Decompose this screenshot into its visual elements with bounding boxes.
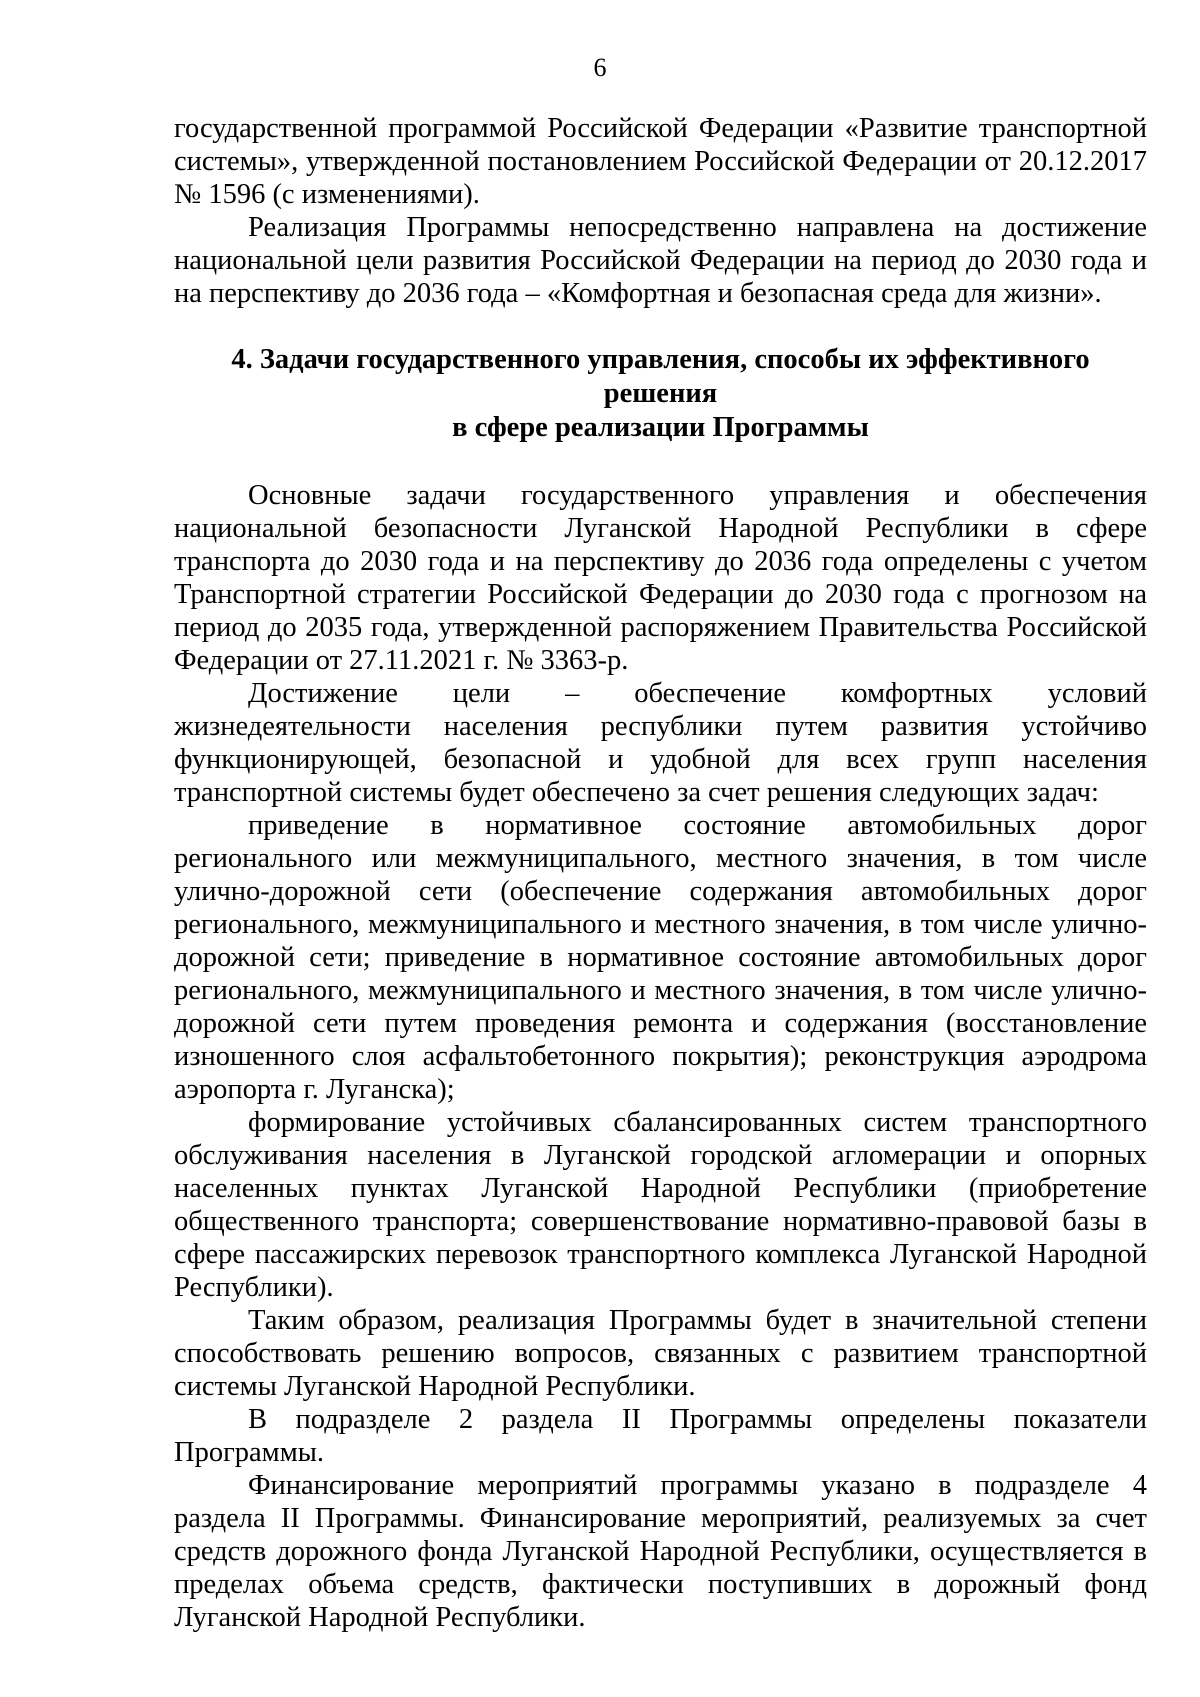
list-item: приведение в нормативное состояние автомобильных дорог регионального или межмуниципального, местного значения, в том числе улично-дорожной сети (обеспечение содержания автомобильных дорог регионального, межмуниципального и местного значения, в том числе улично-дорожной сети; приведение в нормативное состояние автомобильных дорог регионального, межмуниципального и местного значения, в том числе улично-дорожной сети путем проведения ремонта и содержания (восстановление изношенного слоя асфальтобетонного покрытия); реконструкция аэродрома аэропорта г. Луганска); [174, 810, 1147, 1105]
paragraph-continuation: государственной программой Российской Федерации «Развитие транспортной системы», утвержденной постановлением Российской Федерации от 20.12.2017 № 1596 (с изменениями). [174, 113, 1147, 210]
paragraph: Основные задачи государственного управления и обеспечения национальной безопасности Луганской Народной Республики в сфере транспорта до 2030 года и на перспективу до 2036 года определены с учетом Транспортной стратегии Российской Федерации до 2030 года с прогнозом на период до 2035 года, утвержденной распоряжением Правительства Российской Федерации от 27.11.2021 г. № 3363-р. [174, 480, 1147, 676]
section-heading-line: в сфере реализации Программы [452, 412, 869, 443]
section-heading [174, 343, 1147, 445]
paragraph: Таким образом, реализация Программы будет в значительной степени способствовать решению вопросов, связанных с развитием транспортной системы Луганской Народной Республики. [174, 1305, 1147, 1402]
section-heading-line: 4. Задачи государственного управления, способы их эффективного решения [231, 344, 1090, 409]
document-body [174, 112, 1147, 1634]
paragraph: Реализация Программы непосредственно направлена на достижение национальной цели развития Российской Федерации на период до 2030 года и на перспективу до 2036 года – «Комфортная и безопасная среда для жизни». [174, 212, 1147, 309]
paragraph: Достижение цели – обеспечение комфортных условий жизнедеятельности населения республики путем развития устойчиво функционирующей, безопасной и удобной для всех групп населения транспортной системы будет обеспечено за счет решения следующих задач: [174, 678, 1147, 808]
list-item: формирование устойчивых сбалансированных систем транспортного обслуживания населения в Луганской городской агломерации и опорных населенных пунктах Луганской Народной Республики (приобретение общественного транспорта; совершенствование нормативно-правовой базы в сфере пассажирских перевозок транспортного комплекса Луганской Народной Республики). [174, 1107, 1147, 1303]
paragraph: Финансирование мероприятий программы указано в подразделе 4 раздела II Программы. Финансирование мероприятий, реализуемых за счет средств дорожного фонда Луганской Народной Республики, осуществляется в пределах объема средств, фактически поступивших в дорожный фонд Луганской Народной Республики. [174, 1470, 1147, 1633]
paragraph: В подразделе 2 раздела II Программы определены показатели Программы. [174, 1404, 1147, 1468]
page-number: 6 [593, 53, 607, 82]
